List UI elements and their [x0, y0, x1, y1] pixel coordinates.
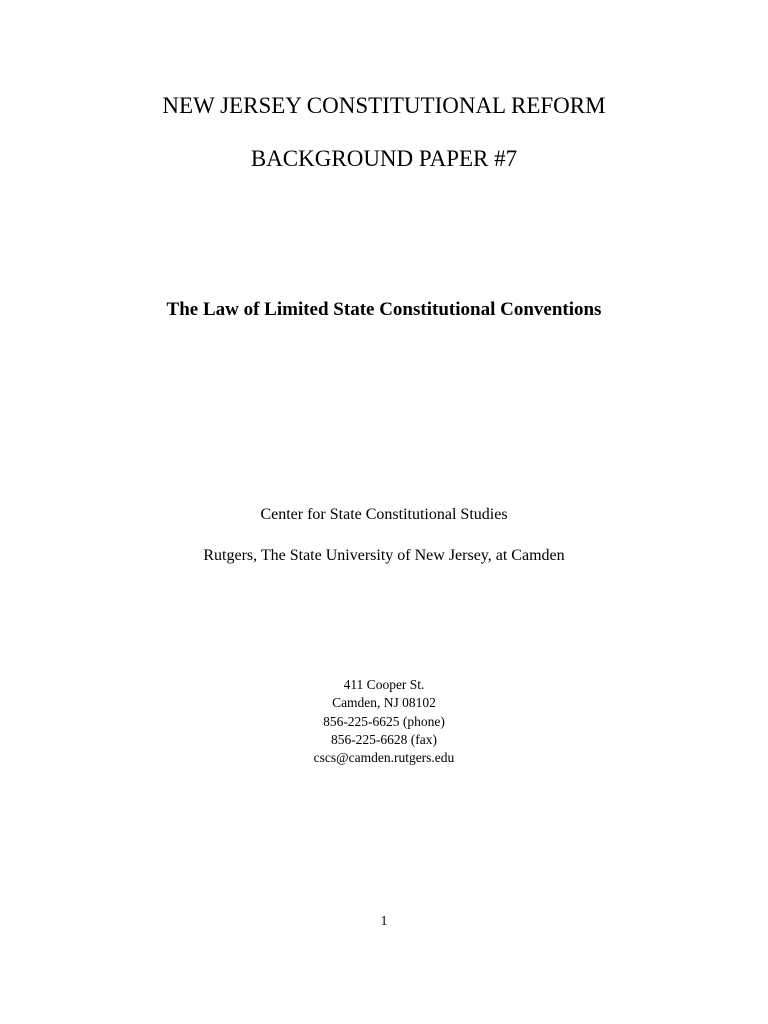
series-title: NEW JERSEY CONSTITUTIONAL REFORM	[162, 93, 606, 118]
page-number: 1	[380, 913, 388, 928]
document-title: The Law of Limited State Constitutional Conventions	[166, 299, 602, 320]
street-address: 411 Cooper St.	[343, 677, 425, 692]
city-address: Camden, NJ 08102	[332, 695, 436, 711]
fax-number: 856-225-6628 (fax)	[330, 731, 438, 747]
university-name: Rutgers, The State University of New Jersey, at Camden	[203, 547, 565, 564]
paper-number: BACKGROUND PAPER #7	[250, 146, 518, 171]
email-address: cscs@camden.rutgers.edu	[313, 750, 455, 766]
phone-number: 856-225-6625 (phone)	[323, 713, 445, 729]
organization-name: Center for State Constitutional Studies	[260, 506, 508, 523]
contact-block	[0, 676, 768, 767]
